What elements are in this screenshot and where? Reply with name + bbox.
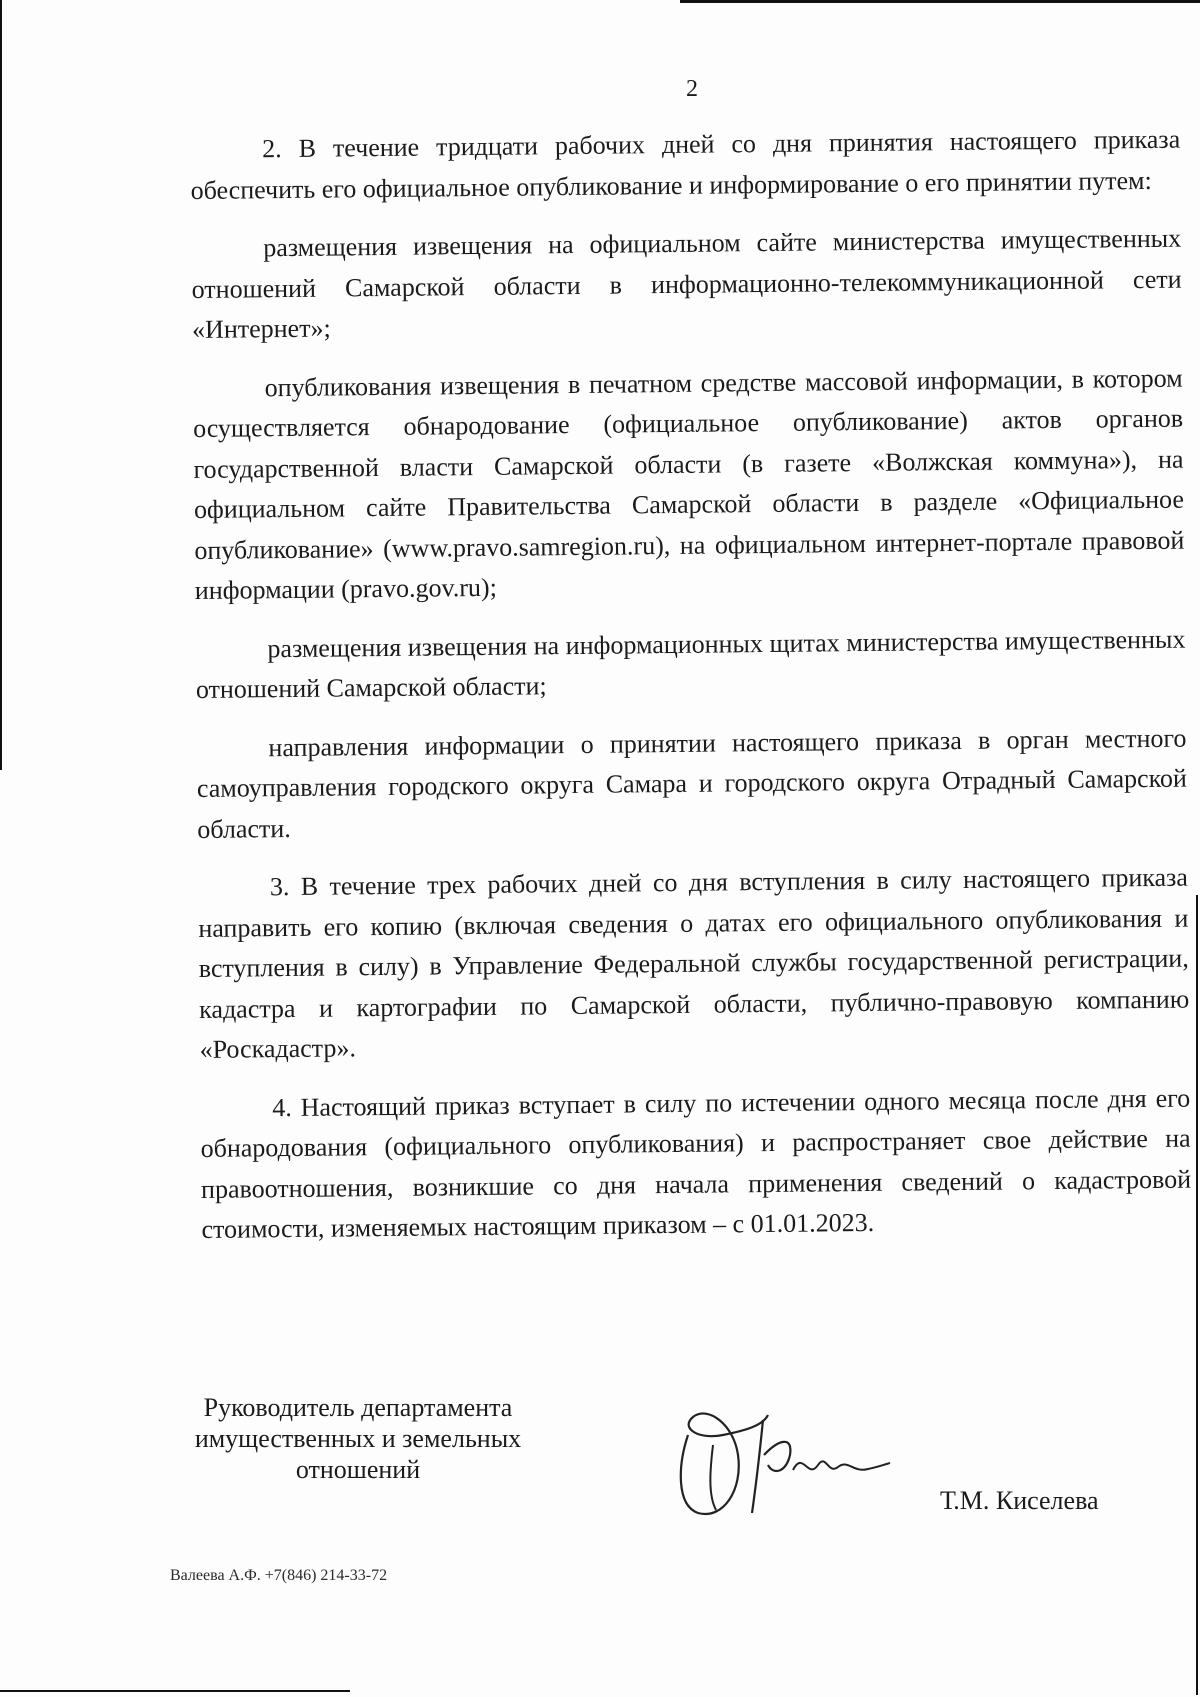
handwritten-signature [668,1395,898,1525]
paragraph-website: размещения извещения на официальном сайте министерства имущественных отношений Самарской области в информационно-телекоммуникационной сети «Интернет»; [191,223,1182,344]
scan-edge-left [0,0,2,770]
scan-edge-bottom [0,1690,350,1692]
document-body [190,120,1192,1251]
contact-line: Валеева А.Ф. +7(846) 214-33-72 [170,1567,388,1584]
signer-name: Т.М. Киселева [940,1486,1099,1515]
paragraph-item-4: 4. Настоящий приказ вступает в силу по истечении одного месяца после дня его обнародования (официального опубликования) и распространяет свое действие на правоотношения, возникшие со дня начала применения сведений о кадастровой стоимости, изменяемых настоящим приказом – с 01.01.2023. [200,1083,1192,1244]
page-number: 2 [686,76,698,102]
paragraph-boards: размещения извещения на информационных щитах министерства имущественных отношений Самарской области; [195,624,1186,704]
signatory-position [168,1392,548,1485]
paragraph-local-government: направления информации о принятии настоящего приказа в орган местного самоуправления городского округа Самара и городского округа Отрадный Самарской области. [196,723,1187,844]
position-line: имущественных и земельных [194,1424,522,1453]
scan-edge-top [680,0,1200,3]
paragraph-item-3: 3. В течение трех рабочих дней со дня вступления в силу настоящего приказа направить его копию (включая сведения о датах его официального опубликования и вступления в силу) в Управление Федеральной службы государственной регистрации, кадастра и картографии по Самарской области, публично-правовую компанию «Роскадастр». [198,862,1190,1064]
position-line: Руководитель департамента [203,1393,513,1422]
scan-edge-right [1196,895,1198,1695]
paragraph-publication: опубликования извещения в печатном средстве массовой информации, в котором осуществляется обнародование (официальное опубликование) актов органов государственной власти Самарской области (в газете «Волжская коммуна»), на официальном сайте Правительства Самарской области в разделе «Официальное опубликование» (www.pravo.samregion.ru), на официальном интернет-портале правовой информации (pravo.gov.ru); [192,363,1185,605]
paragraph-item-2: 2. В течение тридцати рабочих дней со дня принятия настоящего приказа обеспечить его официальное опубликование и информирование о его принятии путем: [190,124,1181,205]
position-line: отношений [295,1455,421,1484]
